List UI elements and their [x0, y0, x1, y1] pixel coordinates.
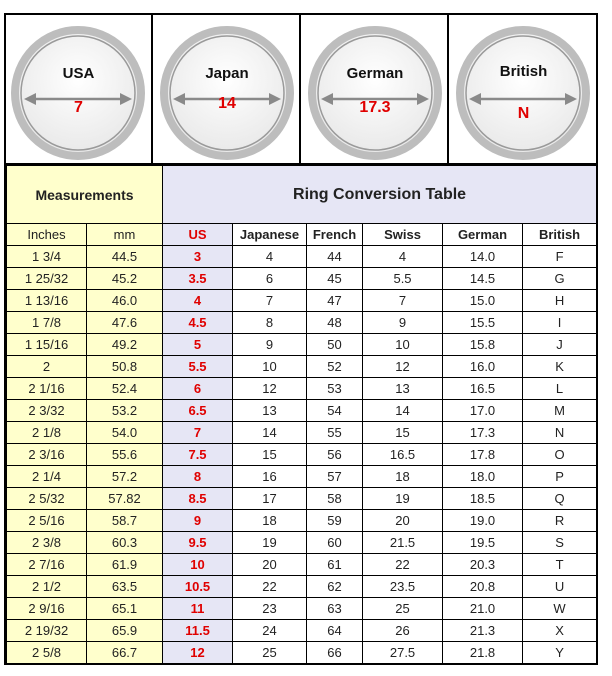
table-cell: 9.5	[163, 532, 233, 554]
table-cell: 21.3	[443, 620, 523, 642]
table-cell: 13	[363, 378, 443, 400]
ring-size-value: 14	[218, 95, 236, 112]
table-cell: 61	[307, 554, 363, 576]
table-cell: 25	[363, 598, 443, 620]
ring-size-value: 17.3	[359, 99, 391, 116]
table-cell: 58	[307, 488, 363, 510]
table-cell: 16.5	[443, 378, 523, 400]
table-cell: 57	[307, 466, 363, 488]
table-cell: 2 3/32	[7, 400, 87, 422]
ring-usa	[6, 15, 151, 163]
table-cell: 17.8	[443, 444, 523, 466]
table-cell: 11	[163, 598, 233, 620]
table-cell: 25	[233, 642, 307, 664]
table-cell: T	[523, 554, 597, 576]
ring-country-label: British	[499, 63, 548, 80]
table-body	[7, 246, 597, 664]
table-cell: 17	[233, 488, 307, 510]
table-cell: 10.5	[163, 576, 233, 598]
column-header: Inches	[7, 224, 87, 246]
table-cell: 2 1/2	[7, 576, 87, 598]
table-cell: 21.8	[443, 642, 523, 664]
table-row	[7, 466, 597, 488]
ring-conversion-table	[6, 165, 597, 664]
table-cell: 19	[233, 532, 307, 554]
column-header: British	[523, 224, 597, 246]
table-cell: 6	[233, 268, 307, 290]
table-cell: F	[523, 246, 597, 268]
table-cell: 1 7/8	[7, 312, 87, 334]
table-cell: 44.5	[87, 246, 163, 268]
table-cell: 57.2	[87, 466, 163, 488]
table-cell: L	[523, 378, 597, 400]
column-headers-row	[7, 224, 597, 246]
table-cell: 65.9	[87, 620, 163, 642]
table-cell: 45.2	[87, 268, 163, 290]
table-row	[7, 268, 597, 290]
table-row	[7, 532, 597, 554]
table-cell: 5.5	[363, 268, 443, 290]
table-cell: 8.5	[163, 488, 233, 510]
ring-icon	[153, 15, 301, 163]
table-cell: 10	[363, 334, 443, 356]
table-cell: 60	[307, 532, 363, 554]
table-cell: 15.5	[443, 312, 523, 334]
table-cell: M	[523, 400, 597, 422]
table-cell: 4.5	[163, 312, 233, 334]
table-cell: 46.0	[87, 290, 163, 312]
table-cell: S	[523, 532, 597, 554]
table-cell: 8	[233, 312, 307, 334]
table-cell: 2 1/16	[7, 378, 87, 400]
table-cell: 2 3/16	[7, 444, 87, 466]
table-cell: 3	[163, 246, 233, 268]
table-cell: 2 9/16	[7, 598, 87, 620]
table-cell: 6	[163, 378, 233, 400]
table-cell: 27.5	[363, 642, 443, 664]
column-header: Swiss	[363, 224, 443, 246]
table-row	[7, 290, 597, 312]
table-cell: 2 7/16	[7, 554, 87, 576]
table-cell: 20	[233, 554, 307, 576]
table-cell: 10	[163, 554, 233, 576]
table-cell: 2	[7, 356, 87, 378]
table-cell: 12	[163, 642, 233, 664]
table-cell: K	[523, 356, 597, 378]
table-cell: 1 25/32	[7, 268, 87, 290]
table-row	[7, 444, 597, 466]
table-cell: 52.4	[87, 378, 163, 400]
table-cell: 2 19/32	[7, 620, 87, 642]
table-cell: J	[523, 334, 597, 356]
table-cell: 65.1	[87, 598, 163, 620]
table-cell: 9	[233, 334, 307, 356]
table-cell: 60.3	[87, 532, 163, 554]
conversion-table-title: Ring Conversion Table	[163, 166, 597, 224]
table-cell: 2 5/32	[7, 488, 87, 510]
table-cell: N	[523, 422, 597, 444]
table-cell: 18	[233, 510, 307, 532]
table-row	[7, 246, 597, 268]
column-header: French	[307, 224, 363, 246]
table-cell: 2 5/8	[7, 642, 87, 664]
column-header: Japanese	[233, 224, 307, 246]
table-cell: 61.9	[87, 554, 163, 576]
ring-british	[447, 15, 598, 163]
table-cell: 1 15/16	[7, 334, 87, 356]
table-cell: 23.5	[363, 576, 443, 598]
table-cell: 18.0	[443, 466, 523, 488]
table-cell: 18	[363, 466, 443, 488]
table-cell: 16.0	[443, 356, 523, 378]
ring-country-label: USA	[62, 65, 95, 82]
table-cell: 3.5	[163, 268, 233, 290]
table-cell: 18.5	[443, 488, 523, 510]
table-cell: 15	[233, 444, 307, 466]
table-cell: 12	[233, 378, 307, 400]
table-cell: 2 5/16	[7, 510, 87, 532]
table-cell: 21.0	[443, 598, 523, 620]
table-cell: 5.5	[163, 356, 233, 378]
ring-icon	[6, 15, 151, 163]
table-row	[7, 334, 597, 356]
table-row	[7, 356, 597, 378]
table-cell: 14.0	[443, 246, 523, 268]
table-cell: 22	[233, 576, 307, 598]
table-cell: 21.5	[363, 532, 443, 554]
table-cell: 15	[363, 422, 443, 444]
ring-icon	[301, 15, 449, 163]
table-cell: 23	[233, 598, 307, 620]
table-cell: 22	[363, 554, 443, 576]
table-cell: 12	[363, 356, 443, 378]
ring-size-value: 7	[74, 99, 83, 116]
table-cell: 7	[163, 422, 233, 444]
table-cell: 2 1/8	[7, 422, 87, 444]
table-cell: 1 3/4	[7, 246, 87, 268]
table-cell: 2 3/8	[7, 532, 87, 554]
table-cell: 15.8	[443, 334, 523, 356]
table-cell: 9	[363, 312, 443, 334]
table-cell: 17.3	[443, 422, 523, 444]
table-cell: 44	[307, 246, 363, 268]
table-cell: 48	[307, 312, 363, 334]
table-cell: 4	[363, 246, 443, 268]
measurements-header: Measurements	[7, 166, 163, 224]
table-cell: 53	[307, 378, 363, 400]
column-header: German	[443, 224, 523, 246]
table-row	[7, 554, 597, 576]
table-cell: 16.5	[363, 444, 443, 466]
ring-german	[299, 15, 449, 163]
table-cell: 54	[307, 400, 363, 422]
table-cell: P	[523, 466, 597, 488]
table-cell: 19.5	[443, 532, 523, 554]
table-cell: 19.0	[443, 510, 523, 532]
table-cell: 66.7	[87, 642, 163, 664]
table-cell: 7	[233, 290, 307, 312]
table-cell: 47.6	[87, 312, 163, 334]
table-cell: G	[523, 268, 597, 290]
table-cell: 26	[363, 620, 443, 642]
table-row	[7, 620, 597, 642]
table-row	[7, 400, 597, 422]
ring-size-chart	[4, 13, 598, 665]
table-cell: 13	[233, 400, 307, 422]
table-cell: H	[523, 290, 597, 312]
table-row	[7, 510, 597, 532]
table-row	[7, 312, 597, 334]
column-header: mm	[87, 224, 163, 246]
table-cell: 57.82	[87, 488, 163, 510]
table-cell: 1 13/16	[7, 290, 87, 312]
table-cell: 62	[307, 576, 363, 598]
table-cell: 7.5	[163, 444, 233, 466]
table-cell: 15.0	[443, 290, 523, 312]
table-cell: 20.8	[443, 576, 523, 598]
table-row	[7, 378, 597, 400]
table-cell: 55	[307, 422, 363, 444]
table-cell: X	[523, 620, 597, 642]
table-cell: 14.5	[443, 268, 523, 290]
table-cell: 59	[307, 510, 363, 532]
table-cell: 4	[163, 290, 233, 312]
column-header: US	[163, 224, 233, 246]
ring-country-label: Japan	[205, 65, 249, 82]
ring-size-value: N	[517, 105, 530, 122]
table-cell: 50	[307, 334, 363, 356]
table-cell: 63.5	[87, 576, 163, 598]
table-cell: 9	[163, 510, 233, 532]
table-cell: W	[523, 598, 597, 620]
table-cell: 20.3	[443, 554, 523, 576]
table-cell: 14	[363, 400, 443, 422]
table-cell: 2 1/4	[7, 466, 87, 488]
table-cell: 63	[307, 598, 363, 620]
table-cell: 17.0	[443, 400, 523, 422]
table-cell: R	[523, 510, 597, 532]
ring-icon	[449, 15, 598, 163]
table-cell: 55.6	[87, 444, 163, 466]
table-cell: 49.2	[87, 334, 163, 356]
ring-japan	[151, 15, 301, 163]
table-row	[7, 576, 597, 598]
table-cell: 10	[233, 356, 307, 378]
table-cell: U	[523, 576, 597, 598]
table-cell: Y	[523, 642, 597, 664]
table-cell: 7	[363, 290, 443, 312]
table-cell: 5	[163, 334, 233, 356]
table-cell: 53.2	[87, 400, 163, 422]
table-cell: 19	[363, 488, 443, 510]
table-cell: 56	[307, 444, 363, 466]
table-row	[7, 422, 597, 444]
table-row	[7, 488, 597, 510]
table-cell: 20	[363, 510, 443, 532]
table-cell: 47	[307, 290, 363, 312]
ring-illustrations-row	[6, 15, 596, 165]
table-cell: 6.5	[163, 400, 233, 422]
table-cell: Q	[523, 488, 597, 510]
table-cell: 14	[233, 422, 307, 444]
table-cell: 24	[233, 620, 307, 642]
table-cell: 64	[307, 620, 363, 642]
table-cell: 16	[233, 466, 307, 488]
table-cell: 52	[307, 356, 363, 378]
table-cell: O	[523, 444, 597, 466]
table-cell: 66	[307, 642, 363, 664]
table-cell: 58.7	[87, 510, 163, 532]
ring-country-label: German	[346, 65, 404, 82]
table-cell: 50.8	[87, 356, 163, 378]
table-cell: 4	[233, 246, 307, 268]
table-cell: 8	[163, 466, 233, 488]
table-row	[7, 598, 597, 620]
table-cell: 54.0	[87, 422, 163, 444]
table-row	[7, 642, 597, 664]
table-cell: 11.5	[163, 620, 233, 642]
table-cell: 45	[307, 268, 363, 290]
table-cell: I	[523, 312, 597, 334]
